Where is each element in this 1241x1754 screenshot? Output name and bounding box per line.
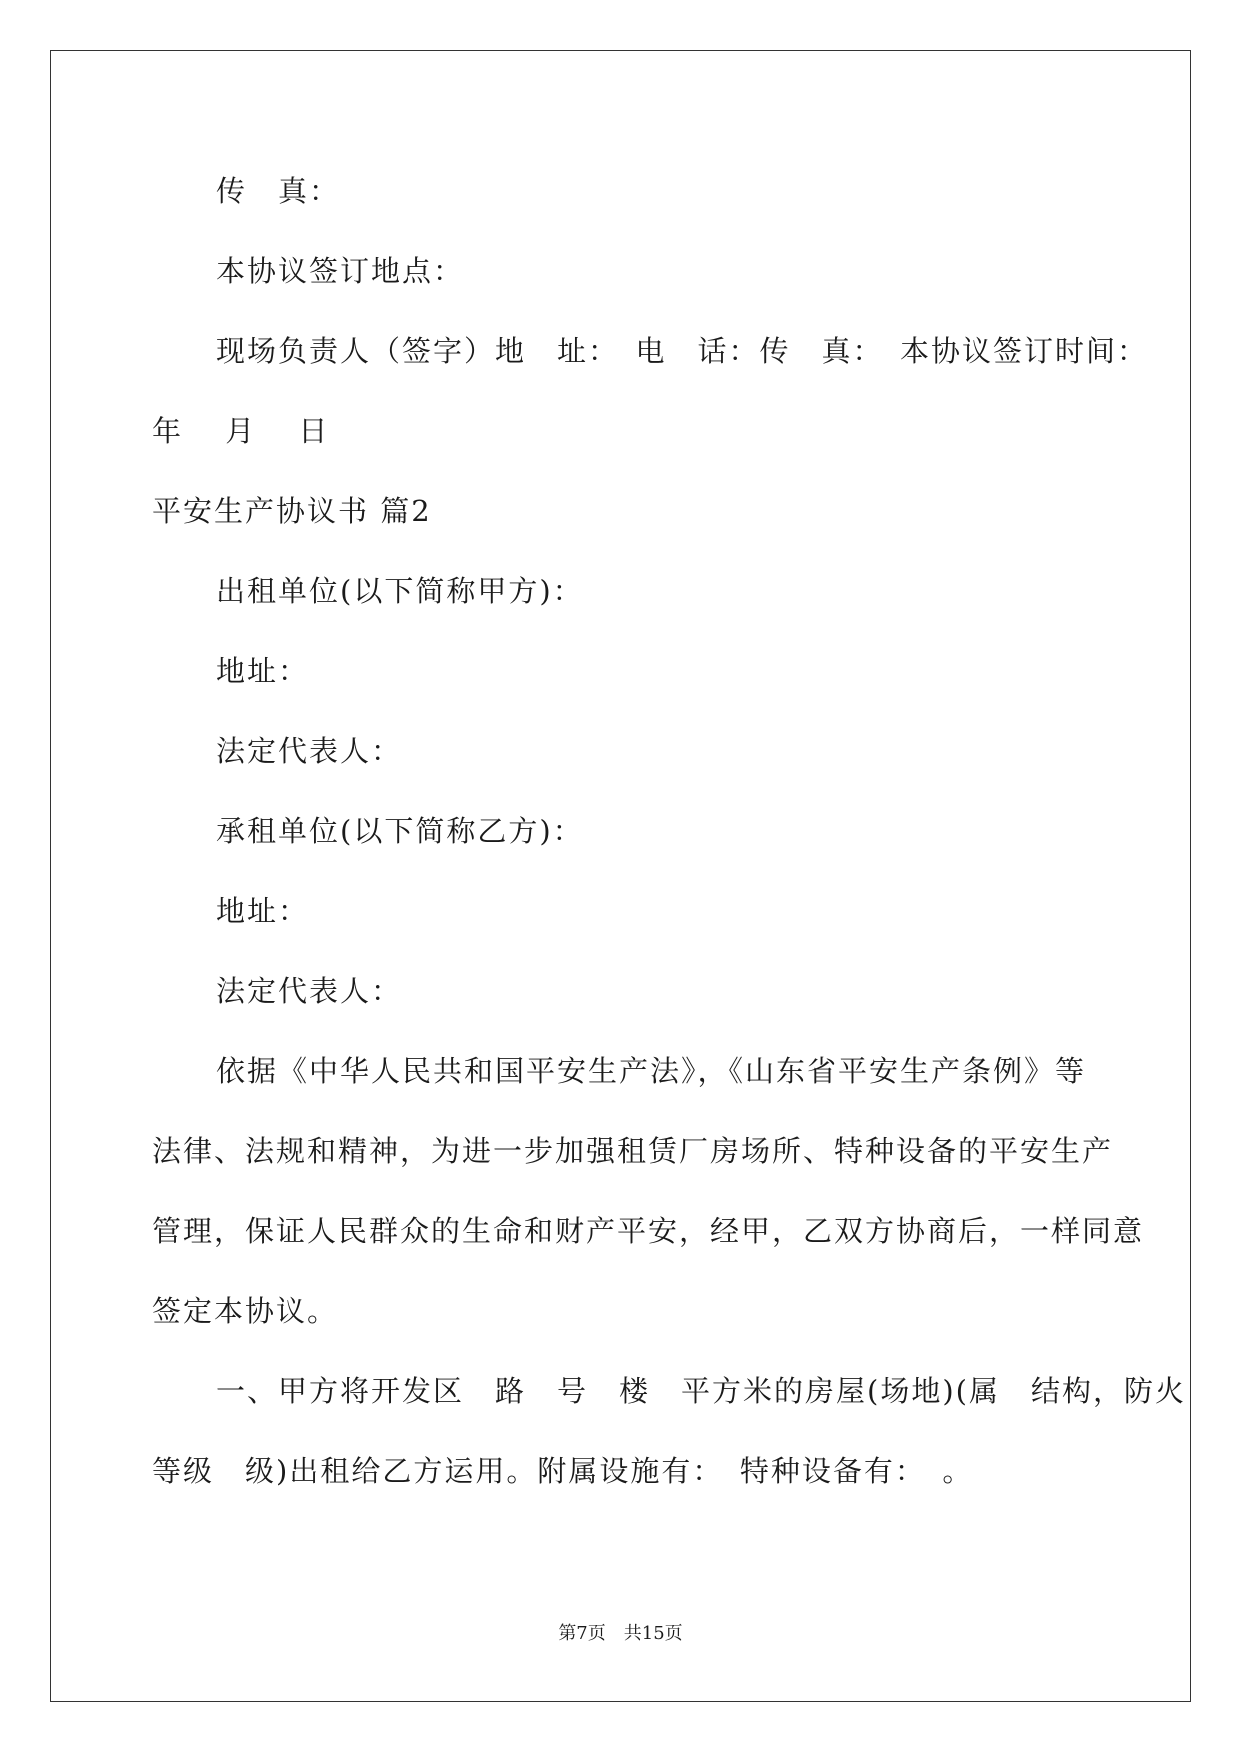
lessee-representative-line: 法定代表人：: [216, 974, 403, 1008]
signing-place-line: 本协议签订地点：: [216, 254, 465, 288]
date-line: 年 月 日: [152, 414, 330, 448]
clause-1-line-2: 等级 级)出租给乙方运用。附属设施有： 特种设备有： 。: [152, 1454, 974, 1488]
lessee-line: 承租单位(以下简称乙方)：: [216, 814, 584, 848]
lessor-address-line: 地址：: [216, 654, 310, 688]
paragraph-1-line-3: 管理，保证人民群众的生命和财产平安，经甲，乙双方协商后，一样同意: [152, 1214, 1145, 1248]
paragraph-1-line-4: 签定本协议。: [152, 1294, 339, 1328]
lessor-line: 出租单位(以下简称甲方)：: [216, 574, 584, 608]
section-title: 平安生产协议书 篇2: [152, 494, 432, 528]
paragraph-1-line-1: 依据《中华人民共和国平安生产法》，《山东省平安生产条例》等: [216, 1054, 1087, 1088]
lessor-representative-line: 法定代表人：: [216, 734, 403, 768]
lessee-address-line: 地址：: [216, 894, 310, 928]
page-number: 第7页 共15页: [558, 1623, 683, 1644]
fax-line: 传 真：: [216, 174, 341, 208]
clause-1-line-1: 一、甲方将开发区 路 号 楼 平方米的房屋(场地)(属 结构，防火: [216, 1374, 1186, 1408]
paragraph-1-line-2: 法律、法规和精神，为进一步加强租赁厂房场所、特种设备的平安生产: [152, 1134, 1114, 1168]
site-manager-line: 现场负责人（签字）地 址： 电 话：传 真： 本协议签订时间：: [216, 334, 1149, 368]
